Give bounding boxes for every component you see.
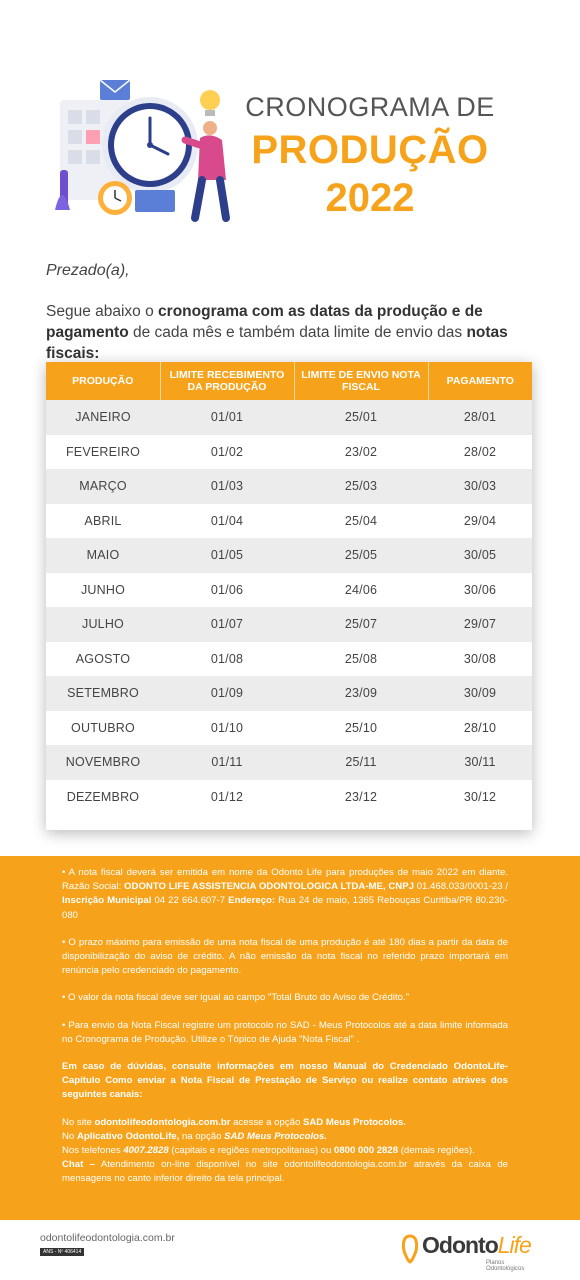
contact-app xyxy=(62,1130,508,1144)
title-line-1: CRONOGRAMA DE xyxy=(245,92,495,122)
footer xyxy=(0,1220,580,1280)
limite-envio-cell: 25/05 xyxy=(344,548,378,563)
app-name: Aplicativo OdontoLife, xyxy=(76,1130,180,1142)
month-cell: DEZEMBRO xyxy=(66,789,140,804)
note-text: • A nota fiscal deverá ser emitida em nome da Odonto Life para produções de maio 2022 em diante. Razão Social: xyxy=(62,867,508,893)
month-cell: AGOSTO xyxy=(75,651,131,666)
limite-recebimento-cell: 01/09 xyxy=(210,686,244,701)
logo-main: Odonto xyxy=(422,1232,498,1258)
table-row xyxy=(46,676,532,711)
month-cell: NOVEMBRO xyxy=(65,755,141,770)
cnpj-value: 01.468.033/0001-23 / xyxy=(413,881,509,893)
contact-chat xyxy=(62,1158,508,1186)
note-protocol: • Para envio da Nota Fiscal registre um protocolo no SAD - Meus Protocolos até a data limite informada no Cronograma de Produção. Utilize o Tópico de Ajuda "Nota Fiscal" . xyxy=(62,1019,508,1045)
pagamento-cell: 30/09 xyxy=(463,686,497,701)
month-cell: OUTUBRO xyxy=(71,720,135,735)
limite-envio-cell: 24/06 xyxy=(344,582,378,597)
month-cell: JANEIRO xyxy=(75,410,131,425)
contact-option: SAD Meus Protocolos. xyxy=(302,1116,406,1128)
intro-paragraph xyxy=(46,301,546,364)
schedule-table xyxy=(46,362,532,830)
logo-icon xyxy=(400,1234,420,1264)
table-row xyxy=(46,711,532,746)
month-cell: FEVEREIRO xyxy=(65,444,141,459)
month-cell: MAIO xyxy=(86,548,120,563)
limite-recebimento-cell: 01/05 xyxy=(210,548,244,563)
site-link[interactable]: odontolifeodontologia.com.br xyxy=(94,1116,231,1128)
header-producao: PRODUÇÃO xyxy=(46,362,160,400)
logo-subtitle: Planos Odontológicos xyxy=(486,1260,525,1272)
limite-envio-cell: 25/04 xyxy=(344,513,378,528)
contact-text: (demais regiões). xyxy=(398,1145,475,1157)
limite-envio-cell: 25/11 xyxy=(345,755,377,770)
header-limite-recebimento: LIMITE RECEBIMENTO DA PRODUÇÃO xyxy=(160,362,294,400)
month-cell: JUNHO xyxy=(80,582,126,597)
contact-option: SAD Meus Protocolos. xyxy=(224,1130,327,1142)
limite-recebimento-cell: 01/10 xyxy=(210,720,244,735)
note-deadline: • O prazo máximo para emissão de uma nota fiscal de uma produção é até 180 dias a partir da data de disponibilização do aviso de crédito. A não emissão da nota fiscal no referido prazo importará em renúncia pelo credenciado do pagamento. xyxy=(62,936,508,977)
note-company-info xyxy=(62,866,508,923)
intro-bold-1: cronograma com as datas da produção e de pagamento xyxy=(46,303,483,341)
table-row xyxy=(46,538,532,573)
limite-envio-cell: 23/12 xyxy=(344,789,378,804)
note-help xyxy=(62,1060,508,1103)
note-value: • O valor da nota fiscal deve ser igual ao campo "Total Bruto do Aviso de Crédito." xyxy=(62,992,410,1004)
limite-recebimento-cell: 01/02 xyxy=(210,444,244,459)
municipal-label: Inscrição Municipal xyxy=(62,895,152,907)
phone-0800: 0800 000 2828 xyxy=(334,1145,399,1157)
month-cell: SETEMBRO xyxy=(67,686,139,701)
intro-bold-2: notas fiscais: xyxy=(46,324,508,362)
limite-envio-cell: 25/03 xyxy=(344,479,378,494)
limite-recebimento-cell: 01/12 xyxy=(210,789,244,804)
contact-text: Nos telefones xyxy=(62,1145,124,1157)
intro-text-1: Segue abaixo o xyxy=(46,303,159,320)
table-header-row xyxy=(46,362,532,400)
table-row xyxy=(46,504,532,539)
pagamento-cell: 30/06 xyxy=(463,582,497,597)
intro-text-2: de cada mês e também data limite de envio das xyxy=(128,324,467,341)
contact-phone xyxy=(62,1144,508,1158)
limite-recebimento-cell: 01/04 xyxy=(210,513,244,528)
table-row xyxy=(46,573,532,608)
schedule-illustration xyxy=(40,70,250,230)
month-cell: ABRIL xyxy=(84,513,122,528)
limite-envio-cell: 23/09 xyxy=(344,686,378,701)
table-row xyxy=(46,435,532,470)
contact-text: na opção xyxy=(179,1130,225,1142)
contact-text: No xyxy=(62,1130,77,1142)
title-year: 2022 xyxy=(325,176,415,220)
phone-capitais: 4007.2828 xyxy=(123,1145,169,1157)
table-row xyxy=(46,607,532,642)
notes-panel xyxy=(0,856,580,1220)
company-name: ODONTO LIFE ASSISTENCIA ODONTOLOGICA LTDA-ME, CNPJ xyxy=(124,881,414,893)
limite-envio-cell: 25/01 xyxy=(344,410,378,425)
table-row xyxy=(46,400,532,435)
table-row xyxy=(46,642,532,677)
header-limite-envio: LIMITE DE ENVIO NOTA FISCAL xyxy=(294,362,428,400)
table-body xyxy=(46,400,532,814)
limite-recebimento-cell: 01/07 xyxy=(210,617,244,632)
logo-life: Life xyxy=(497,1232,531,1258)
pagamento-cell: 30/11 xyxy=(464,755,496,770)
contact-site xyxy=(62,1116,508,1130)
chat-label: Chat – xyxy=(62,1159,96,1171)
logo-wordmark xyxy=(422,1232,531,1259)
table-row xyxy=(46,780,532,815)
ans-badge: ANS - Nº 406414 xyxy=(40,1248,84,1256)
limite-recebimento-cell: 01/11 xyxy=(211,755,243,770)
contact-text: Atendimento on-line disponível no site odontolifeodontologia.com.br através da caixa de mensagens no canto inferior direito da tela principal. xyxy=(62,1159,509,1185)
contact-text: No site xyxy=(62,1116,95,1128)
limite-recebimento-cell: 01/06 xyxy=(210,582,244,597)
footer-site-link[interactable]: odontolifeodontologia.com.br xyxy=(40,1232,175,1244)
odontolife-logo xyxy=(400,1228,540,1272)
limite-envio-cell: 25/10 xyxy=(344,720,378,735)
month-cell: JULHO xyxy=(82,617,124,632)
pagamento-cell: 28/01 xyxy=(463,410,497,425)
limite-envio-cell: 25/07 xyxy=(344,617,378,632)
pagamento-cell: 30/08 xyxy=(463,651,497,666)
contact-text: (capitais e regiões metropolitanas) ou xyxy=(168,1145,335,1157)
table-row xyxy=(46,745,532,780)
pagamento-cell: 30/12 xyxy=(463,789,497,804)
limite-recebimento-cell: 01/08 xyxy=(210,651,244,666)
month-cell: MARÇO xyxy=(79,479,127,494)
address-label: Endereço: xyxy=(228,895,276,907)
limite-recebimento-cell: 01/03 xyxy=(210,479,244,494)
pagamento-cell: 28/02 xyxy=(463,444,497,459)
address-value: Rua 24 de maio, 1365 Rebouças Curitiba/PR 80.230-080 xyxy=(62,895,508,921)
pagamento-cell: 28/10 xyxy=(463,720,497,735)
table-row xyxy=(46,469,532,504)
header-pagamento: PAGAMENTO xyxy=(446,375,514,387)
limite-recebimento-cell: 01/01 xyxy=(210,410,244,425)
help-text: Em caso de dúvidas, consulte informações em nosso Manual do Credenciado OdontoLife- Capítulo Como enviar a Nota Fiscal de Prestação de Serviço ou realize contato atráves dos seguintes canais: xyxy=(62,1061,508,1101)
pagamento-cell: 29/04 xyxy=(463,513,497,528)
title-line-2: PRODUÇÃO xyxy=(251,128,489,172)
contact-text: acesse a opção xyxy=(230,1116,303,1128)
municipal-value: 04 22 664.607-7 xyxy=(151,895,229,907)
greeting: Prezado(a), xyxy=(46,262,130,279)
pagamento-cell: 30/05 xyxy=(463,548,497,563)
limite-envio-cell: 23/02 xyxy=(344,444,378,459)
pagamento-cell: 29/07 xyxy=(463,617,497,632)
limite-envio-cell: 25/08 xyxy=(344,651,378,666)
pagamento-cell: 30/03 xyxy=(463,479,497,494)
hero-header xyxy=(0,0,580,240)
